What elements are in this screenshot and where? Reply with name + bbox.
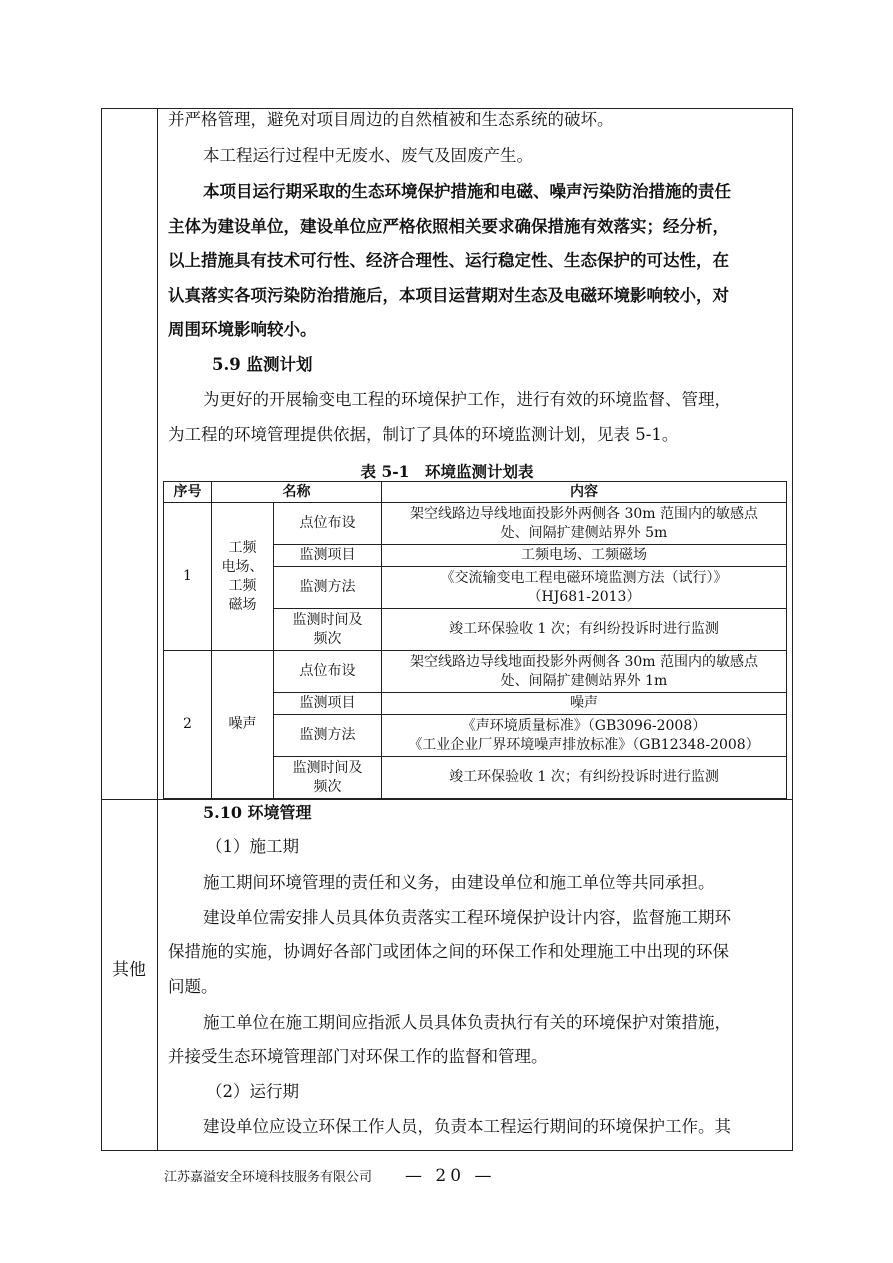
bold-paragraph-line: 主体为建设单位，建设单位应严格依照相关要求确保措施有效落实；经分析， (168, 217, 729, 236)
header-name: 名称 (212, 482, 382, 503)
side-label-other: 其他 (112, 960, 146, 980)
item-content: 竣工环保验收 1 次；有纠纷投诉时进行监测 (382, 757, 787, 799)
item-label: 监测时间及 频次 (274, 757, 382, 799)
sub-heading: （2）运行期 (206, 1082, 299, 1101)
paragraph-line: 并接受生态环境管理部门对环保工作的监督和管理。 (168, 1047, 548, 1066)
item-content: 《交流输变电工程电磁环境监测方法（试行）》 （HJ681-2013） (382, 567, 787, 609)
bold-paragraph-line: 以上措施具有技术可行性、经济合理性、运行稳定性、生态保护的可达性，在 (168, 251, 729, 270)
header-content: 内容 (382, 482, 787, 503)
item-content: 工频电场、工频磁场 (382, 545, 787, 567)
item-content: 架空线路边导线地面投影外两侧各 30m 范围内的敏感点 处、间隔扩建侧站界外 1m (382, 651, 787, 693)
item-label: 点位布设 (274, 503, 382, 545)
paragraph-line: 保措施的实施，协调好各部门或团体之间的环保工作和处理施工中出现的环保 (168, 942, 729, 961)
paragraph-line: 为更好的开展输变电工程的环境保护工作，进行有效的环境监督、管理， (203, 390, 731, 409)
item-content: 噪声 (382, 693, 787, 715)
paragraph-line: 建设单位需安排人员具体负责落实工程环境保护设计内容，监督施工期环 (203, 908, 731, 927)
item-content: 竣工环保验收 1 次；有纠纷投诉时进行监测 (382, 609, 787, 651)
item-label: 监测时间及 频次 (274, 609, 382, 651)
item-label: 监测项目 (274, 693, 382, 715)
group-name: 工频 电场、 工频 磁场 (212, 503, 274, 651)
bold-paragraph-line: 周围环境影响较小。 (168, 320, 317, 339)
item-label: 监测方法 (274, 715, 382, 757)
row-number: 2 (164, 651, 212, 799)
table-row (164, 503, 787, 545)
group-name: 噪声 (212, 651, 274, 799)
table-title: 表 5-1 环境监测计划表 (360, 462, 534, 481)
bold-paragraph-line: 本项目运行期采取的生态环境保护措施和电磁、噪声污染防治措施的责任 (203, 182, 731, 201)
bold-paragraph-line: 认真落实各项污染防治措施后，本项目运营期对生态及电磁环境影响较小，对 (168, 286, 729, 305)
header-no: 序号 (164, 482, 212, 503)
item-label: 监测项目 (274, 545, 382, 567)
table-row (164, 651, 787, 693)
item-label: 监测方法 (274, 567, 382, 609)
paragraph-line: 为工程的环境管理提供依据，制订了具体的环境监测计划，见表 5-1。 (168, 425, 679, 444)
sub-heading: （1）施工期 (206, 837, 299, 856)
item-content: 架空线路边导线地面投影外两侧各 30m 范围内的敏感点 处、间隔扩建侧站界外 5m (382, 503, 787, 545)
item-content: 《声环境质量标准》（GB3096-2008） 《工业企业厂界环境噪声排放标准》（GB12348-2008） (382, 715, 787, 757)
row-number: 1 (164, 503, 212, 651)
column-divider (157, 108, 158, 1151)
paragraph-line: 施工单位在施工期间应指派人员具体负责执行有关的环境保护对策措施， (203, 1013, 731, 1032)
footer-company: 江苏嘉溢安全环境科技服务有限公司 (164, 1170, 373, 1185)
table-header-row (164, 482, 787, 503)
paragraph-line: 施工期间环境管理的责任和义务，由建设单位和施工单位等共同承担。 (203, 873, 715, 892)
section-heading: 5.10 环境管理 (203, 803, 312, 822)
paragraph-line: 问题。 (168, 977, 218, 996)
paragraph-line: 建设单位应设立环保工作人员，负责本工程运行期间的环境保护工作。其 (203, 1117, 731, 1136)
item-label: 点位布设 (274, 651, 382, 693)
paragraph-line: 本工程运行过程中无废水、废气及固废产生。 (203, 146, 533, 165)
section-heading: 5.9 监测计划 (212, 355, 313, 374)
monitoring-table (163, 481, 787, 799)
page-number: — 20 — (405, 1166, 496, 1186)
paragraph-line: 并严格管理，避免对项目周边的自然植被和生态系统的破坏。 (168, 110, 614, 129)
